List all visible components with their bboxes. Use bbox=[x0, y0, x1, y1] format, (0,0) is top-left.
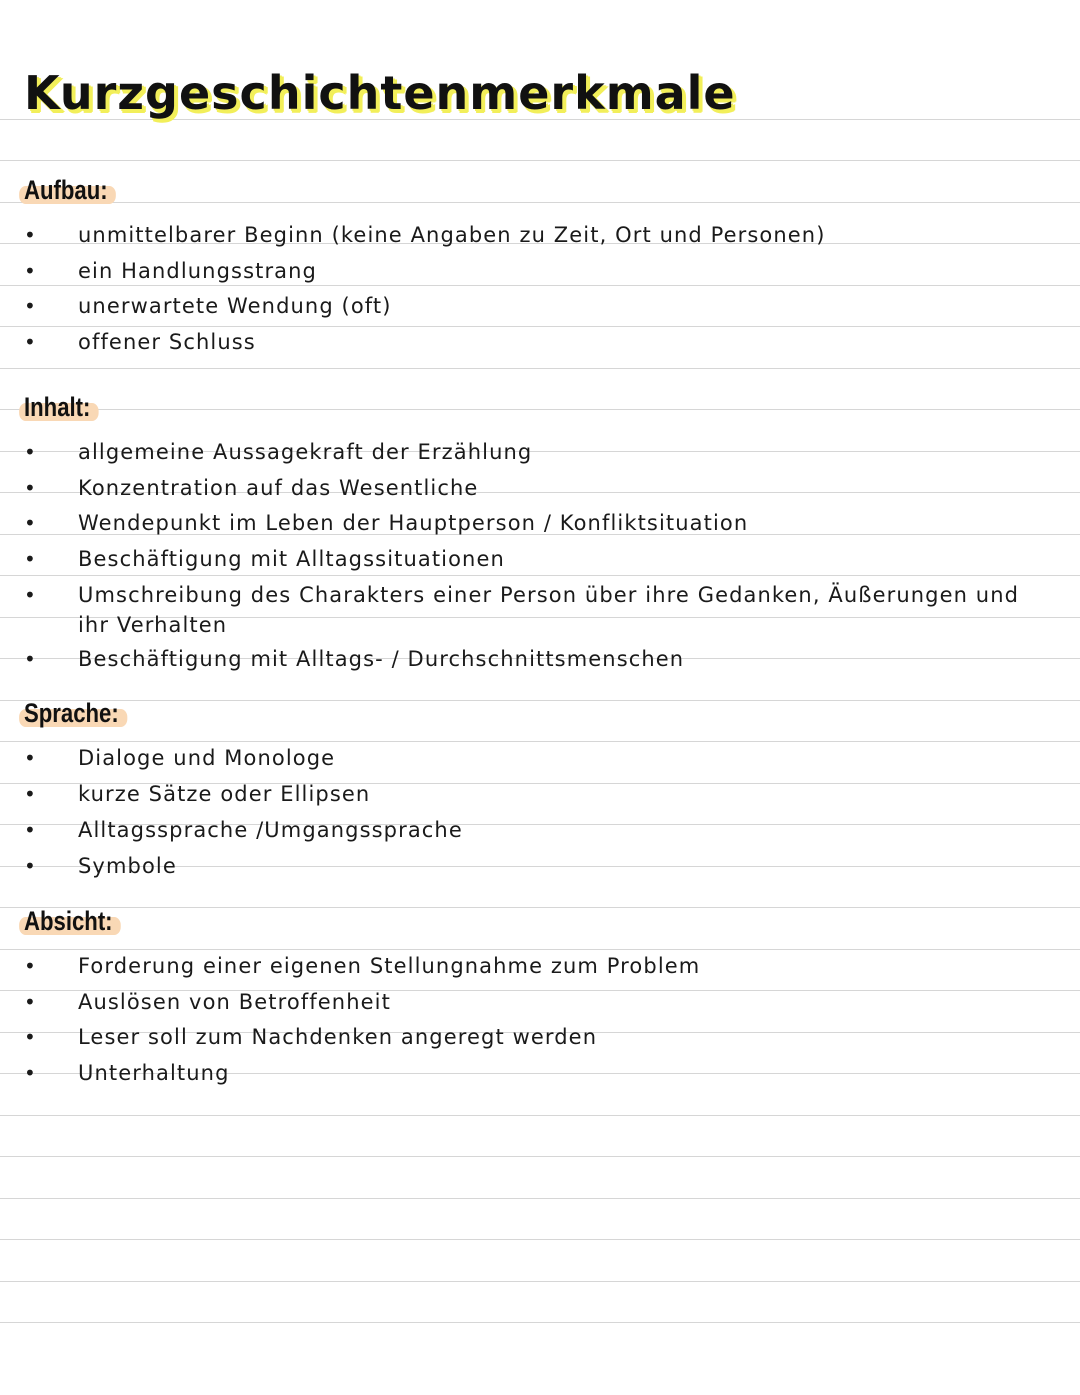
section-heading-label: Aufbau: bbox=[24, 175, 108, 205]
list-item-text: Unterhaltung bbox=[78, 1061, 230, 1085]
section-heading-aufbau bbox=[24, 175, 108, 206]
list-item-text: Konzentration auf das Wesentliche bbox=[78, 476, 479, 500]
bullet-icon: • bbox=[24, 746, 37, 770]
bullet-icon: • bbox=[24, 440, 37, 464]
list-item-text: ein Handlungsstrang bbox=[78, 259, 317, 283]
list-item-text: Auslösen von Betroffenheit bbox=[78, 990, 391, 1014]
bullet-icon: • bbox=[24, 990, 37, 1014]
list-item-text: Beschäftigung mit Alltagssituationen bbox=[78, 547, 505, 571]
bullet-icon: • bbox=[24, 511, 37, 535]
bullet-icon: • bbox=[24, 782, 37, 806]
bullet-icon: • bbox=[24, 259, 37, 283]
section-heading-sprache bbox=[24, 698, 119, 729]
list-item-text: Alltagssprache /Umgangssprache bbox=[78, 818, 463, 842]
bullet-icon: • bbox=[24, 854, 37, 878]
bullet-icon: • bbox=[24, 547, 37, 571]
bullet-icon: • bbox=[24, 647, 37, 671]
bullet-icon: • bbox=[24, 294, 37, 318]
list-item-text: Leser soll zum Nachdenken angeregt werden bbox=[78, 1025, 598, 1049]
list-item-text: Forderung einer eigenen Stellungnahme zum Problem bbox=[78, 954, 701, 978]
bullet-icon: • bbox=[24, 954, 37, 978]
bullet-icon: • bbox=[24, 476, 37, 500]
list-item-text: Beschäftigung mit Alltags- / Durchschnittsmenschen bbox=[78, 647, 685, 671]
list-item-text: Symbole bbox=[78, 854, 177, 878]
list-item-text: Dialoge und Monologe bbox=[78, 746, 336, 770]
bullet-icon: • bbox=[24, 223, 37, 247]
list-item-text: unerwartete Wendung (oft) bbox=[78, 294, 392, 318]
bullet-icon: • bbox=[24, 818, 37, 842]
bullet-icon: • bbox=[24, 583, 37, 607]
list-item-text: Wendepunkt im Leben der Hauptperson / Konfliktsituation bbox=[78, 511, 749, 535]
bullet-icon: • bbox=[24, 1025, 37, 1049]
page-title: Kurzgeschichtenmerkmale bbox=[24, 66, 736, 120]
list-item-text: Umschreibung des Charakters einer Person über ihre Gedanken, Äußerungen und ihr Verhalten bbox=[78, 583, 1020, 637]
bullet-icon: • bbox=[24, 1061, 37, 1085]
section-heading-absicht bbox=[24, 906, 113, 937]
list-item-text: allgemeine Aussagekraft der Erzählung bbox=[78, 440, 533, 464]
list-item-text: unmittelbarer Beginn (keine Angaben zu Zeit, Ort und Personen) bbox=[78, 223, 826, 247]
list-item-text: kurze Sätze oder Ellipsen bbox=[78, 782, 371, 806]
section-heading-label: Sprache: bbox=[24, 698, 119, 728]
section-heading-inhalt bbox=[24, 392, 90, 423]
section-heading-label: Absicht: bbox=[24, 906, 113, 936]
bullet-icon: • bbox=[24, 330, 37, 354]
list-item-text: offener Schluss bbox=[78, 330, 256, 354]
section-heading-label: Inhalt: bbox=[24, 392, 91, 422]
